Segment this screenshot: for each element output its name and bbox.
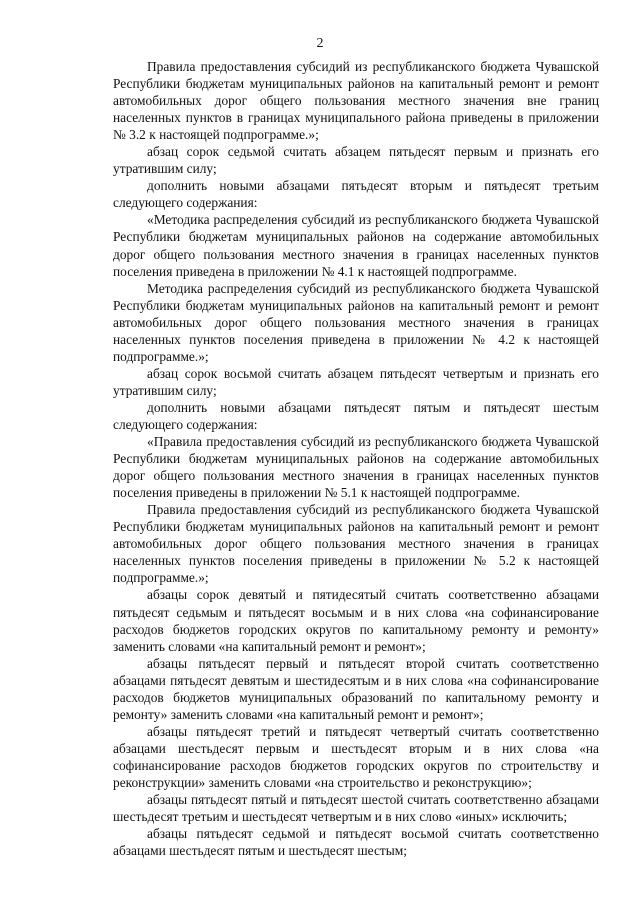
paragraph: Правила предоставления субсидий из республиканского бюджета Чувашской Республики бюджетам муниципальных районов на капитальный ремонт и ремонт автомобильных дорог общего пользования местного значения вне границ населенных пунктов в границах муниципального района приведены в приложении № 3.2 к настоящей подпрограмме.»; (113, 59, 599, 143)
paragraph: дополнить новыми абзацами пятьдесят вторым и пятьдесят третьим следующего содержания: (113, 178, 599, 211)
paragraph: Методика распределения субсидий из республиканского бюджета Чувашской Республики бюджетам муниципальных районов на капитальный ремонт и ремонт автомобильных дорог общего пользования местного значения в границах населенных пунктов поселения приведена в приложении № 4.2 к настоящей подпрограмме.»; (113, 280, 599, 364)
paragraph: абзац сорок восьмой считать абзацем пятьдесят четвертым и признать его утратившим силу; (113, 365, 599, 398)
paragraph: абзацы пятьдесят первый и пятьдесят второй считать соответственно абзацами пятьдесят девятым и шестидесятым и в них слова «на софинансирование расходов бюджетов муниципальных образований по капитальному ремонту и ремонту» заменить словами «на капитальный ремонт и ремонт»; (113, 655, 599, 722)
paragraph: абзацы сорок девятый и пятидесятый считать соответственно абзацами пятьдесят седьмым и пятьдесят восьмым и в них слова «на софинансирование расходов бюджетов городских округов по капитальному ремонту и ремонту» заменить словами «на капитальный ремонт и ремонт»; (113, 587, 599, 654)
paragraph: Правила предоставления субсидий из республиканского бюджета Чувашской Республики бюджетам муниципальных районов на капитальный ремонт и ремонт автомобильных дорог общего пользования местного значения в границах населенных пунктов поселения приведены в приложении № 5.2 к настоящей подпрограмме.»; (113, 502, 599, 586)
paragraph: абзац сорок седьмой считать абзацем пятьдесят первым и признать его утратившим силу; (113, 144, 599, 177)
document-body (113, 58, 599, 859)
paragraph: «Методика распределения субсидий из республиканского бюджета Чувашской Республики бюджетам муниципальных районов на содержание автомобильных дорог общего пользования местного значения в границах населенных пунктов поселения приведена в приложении № 4.1 к настоящей подпрограмме. (113, 212, 599, 279)
paragraph: «Правила предоставления субсидий из республиканского бюджета Чувашской Республики бюджетам муниципальных районов на содержание автомобильных дорог общего пользования местного значения в границах населенных пунктов поселения приведены в приложении № 5.1 к настоящей подпрограмме. (113, 434, 599, 501)
paragraph: абзацы пятьдесят седьмой и пятьдесят восьмой считать соответственно абзацами шестьдесят пятым и шестьдесят шестым; (113, 826, 599, 859)
paragraph: дополнить новыми абзацами пятьдесят пятым и пятьдесят шестым следующего содержания: (113, 399, 599, 432)
paragraph: абзацы пятьдесят пятый и пятьдесят шестой считать соответственно абзацами шестьдесят третьим и шестьдесят четвертым и в них слово «иных» исключить; (113, 792, 599, 825)
page-number: 2 (316, 36, 324, 51)
paragraph: абзацы пятьдесят третий и пятьдесят четвертый считать соответственно абзацами шестьдесят первым и шестьдесят вторым и в них слова «на софинансирование расходов бюджетов городских округов по строительству и реконструкции» заменить словами «на строительство и реконструкцию»; (113, 723, 599, 790)
